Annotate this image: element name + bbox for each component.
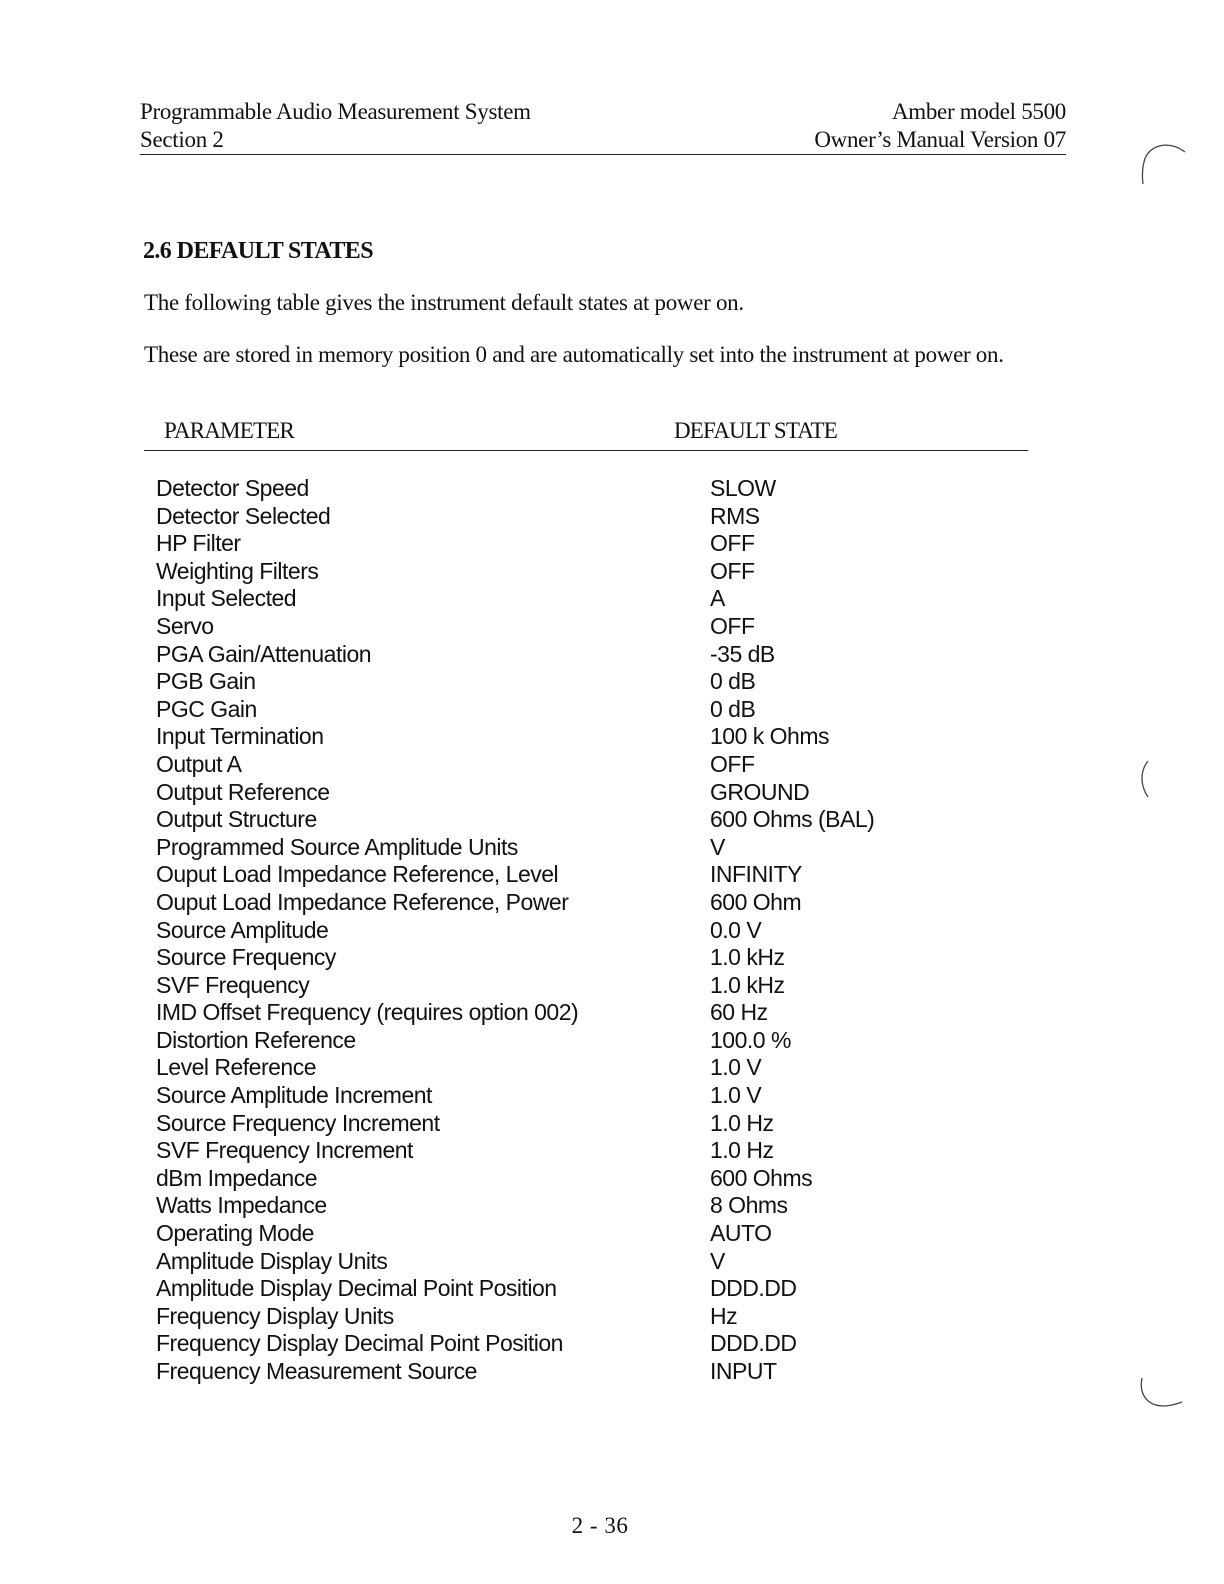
header-system-title: Programmable Audio Measurement System	[140, 99, 531, 124]
binder-hole-mark-bottom	[1130, 1370, 1190, 1420]
page-number	[0, 1513, 1224, 1539]
table-row	[156, 1192, 1016, 1220]
parameter-cell: Detector Speed	[156, 475, 309, 501]
parameter-cell: Amplitude Display Units	[156, 1247, 388, 1274]
parameter-cell: Input Selected	[156, 585, 297, 612]
default-value-cell: 100 k Ohms	[710, 723, 829, 750]
parameter-cell: PGB Gain	[156, 668, 256, 695]
table-row	[156, 530, 1016, 558]
table-row	[156, 558, 1016, 586]
default-value-cell: 1.0 kHz	[710, 944, 785, 971]
default-value-cell: 600 Ohms	[710, 1164, 813, 1191]
default-value-cell: 1.0 Hz	[710, 1109, 774, 1136]
default-value-cell: 0.0 V	[710, 916, 762, 943]
parameter-cell: PGA Gain/Attenuation	[156, 640, 372, 667]
default-value-cell: GROUND	[710, 778, 810, 805]
header-manual-version: Owner’s Manual Version 07	[814, 127, 1066, 152]
default-value-cell: 0 dB	[710, 695, 756, 722]
parameter-cell: IMD Offset Frequency (requires option 002)	[156, 999, 579, 1026]
table-row	[156, 889, 1016, 917]
default-value-cell: SLOW	[710, 475, 776, 501]
page-header	[140, 98, 1066, 155]
default-value-cell: OFF	[710, 750, 755, 777]
parameter-cell: PGC Gain	[156, 695, 257, 722]
table-row	[156, 613, 1016, 641]
default-value-cell: AUTO	[710, 1220, 772, 1247]
table-row	[156, 1054, 1016, 1082]
parameter-cell: HP Filter	[156, 530, 241, 557]
default-value-cell: Hz	[710, 1302, 738, 1329]
table-row	[156, 1330, 1016, 1358]
default-value-cell: 60 Hz	[710, 999, 768, 1026]
parameter-cell: Source Amplitude Increment	[156, 1082, 432, 1109]
table-row	[156, 723, 1016, 751]
parameter-cell: Ouput Load Impedance Reference, Power	[156, 888, 569, 915]
table-row	[156, 1082, 1016, 1110]
table-row	[156, 1110, 1016, 1138]
default-value-cell: INPUT	[710, 1358, 777, 1384]
default-states-table	[156, 475, 1016, 1386]
parameter-cell: Operating Mode	[156, 1220, 314, 1247]
parameter-cell: Frequency Display Units	[156, 1302, 394, 1329]
table-row	[156, 503, 1016, 531]
binder-hole-mark-middle	[1130, 755, 1160, 805]
intro-paragraph: The following table gives the instrument default states at power on.	[144, 290, 744, 315]
table-row	[156, 1248, 1016, 1276]
memory-paragraph: These are stored in memory position 0 and are automatically set into the instrument at power on.	[144, 342, 1004, 367]
default-value-cell: 600 Ohms (BAL)	[710, 806, 875, 833]
table-row	[156, 861, 1016, 889]
parameter-cell: Detector Selected	[156, 502, 331, 529]
default-value-cell: 1.0 V	[710, 1054, 762, 1081]
default-value-cell: 0 dB	[710, 668, 756, 695]
table-row	[156, 1027, 1016, 1055]
default-value-cell: OFF	[710, 612, 755, 639]
table-row	[156, 1165, 1016, 1193]
table-row	[156, 944, 1016, 972]
default-value-cell: V	[710, 1247, 725, 1274]
header-section-label: Section 2	[140, 127, 224, 152]
default-value-cell: A	[710, 585, 725, 612]
parameter-cell: Output Reference	[156, 778, 330, 805]
table-row	[156, 696, 1016, 724]
parameter-cell: Amplitude Display Decimal Point Position	[156, 1275, 557, 1302]
default-value-cell: 600 Ohm	[710, 888, 802, 915]
default-value-cell: 8 Ohms	[710, 1192, 788, 1219]
parameter-cell: Source Frequency Increment	[156, 1109, 440, 1136]
default-value-cell: 1.0 V	[710, 1082, 762, 1109]
table-header	[144, 418, 1028, 451]
parameter-cell: Distortion Reference	[156, 1026, 356, 1053]
default-value-cell: INFINITY	[710, 861, 802, 888]
page-number-text: 2 - 36	[571, 1513, 629, 1538]
table-row	[156, 1303, 1016, 1331]
parameter-cell: SVF Frequency	[156, 971, 310, 998]
parameter-cell: dBm Impedance	[156, 1164, 317, 1191]
parameter-cell: SVF Frequency Increment	[156, 1137, 413, 1164]
default-value-cell: 1.0 Hz	[710, 1137, 774, 1164]
table-row	[156, 972, 1016, 1000]
table-row	[156, 751, 1016, 779]
section-heading: 2.6 DEFAULT STATES	[143, 238, 373, 264]
parameter-cell: Servo	[156, 612, 214, 639]
header-right	[814, 98, 1066, 154]
parameter-cell: Watts Impedance	[156, 1192, 327, 1219]
default-value-cell: OFF	[710, 557, 755, 584]
table-row	[156, 1358, 1016, 1386]
table-row	[156, 834, 1016, 862]
table-row	[156, 668, 1016, 696]
table-row	[156, 475, 1016, 503]
parameter-cell: Input Termination	[156, 723, 324, 750]
default-value-cell: 1.0 kHz	[710, 971, 785, 998]
parameter-cell: Source Frequency	[156, 944, 336, 971]
parameter-cell: Frequency Measurement Source	[156, 1358, 477, 1384]
parameter-cell: Frequency Display Decimal Point Position	[156, 1330, 563, 1357]
parameter-cell: Weighting Filters	[156, 557, 319, 584]
parameter-cell: Output Structure	[156, 806, 317, 833]
table-row	[156, 1137, 1016, 1165]
default-value-cell: DDD.DD	[710, 1330, 797, 1357]
header-model: Amber model 5500	[891, 99, 1066, 124]
table-row	[156, 999, 1016, 1027]
column-header-parameter: PARAMETER	[164, 418, 294, 443]
column-header-default-state: DEFAULT STATE	[674, 418, 838, 443]
table-row	[156, 1220, 1016, 1248]
table-row	[156, 585, 1016, 613]
header-left	[140, 98, 531, 154]
table-row	[156, 917, 1016, 945]
default-value-cell: RMS	[710, 502, 760, 529]
table-row	[156, 641, 1016, 669]
parameter-cell: Programmed Source Amplitude Units	[156, 833, 518, 860]
default-value-cell: DDD.DD	[710, 1275, 797, 1302]
parameter-cell: Output A	[156, 750, 242, 777]
table-row	[156, 806, 1016, 834]
table-row	[156, 1275, 1016, 1303]
table-row	[156, 779, 1016, 807]
binder-hole-mark-top	[1130, 140, 1190, 190]
default-value-cell: OFF	[710, 530, 755, 557]
default-value-cell: V	[710, 833, 725, 860]
default-value-cell: -35 dB	[710, 640, 775, 667]
parameter-cell: Source Amplitude	[156, 916, 329, 943]
parameter-cell: Level Reference	[156, 1054, 316, 1081]
parameter-cell: Ouput Load Impedance Reference, Level	[156, 861, 559, 888]
default-value-cell: 100.0 %	[710, 1026, 791, 1053]
